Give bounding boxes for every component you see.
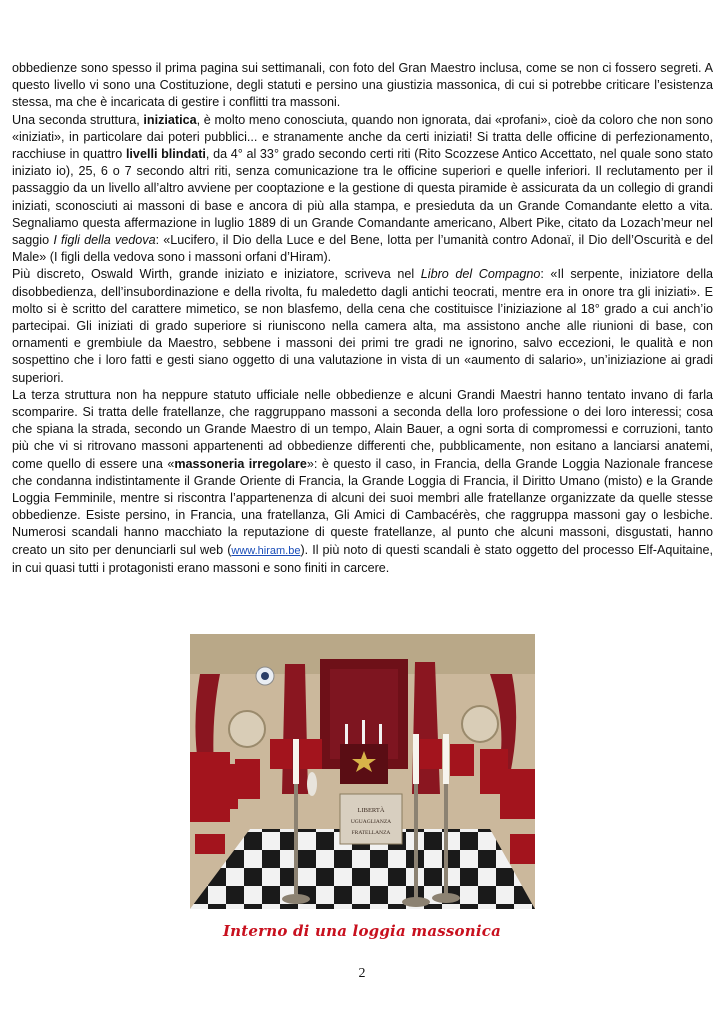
bold-term: livelli blindati (125, 147, 206, 162)
paragraph-text: obbedienze sono spesso il prima pagina sui settimanali, con foto del Gran Maestro inclusa, come se non ci fossero segreti. A questo livello vi sono una Costituzione, degli statuti e persino una giustizia massonica, di cui si potrebbe criticare l’esistenza stessa, ma che è incaricata di gestire i conflitti tra massoni. (12, 61, 713, 110)
paragraph-text: , è molto meno conosciuta, quando non ignorata, dai «profani», cioè da coloro che non sono «iniziati», in particolare dai poteri pubblici... e stranamente anche da certi iniziati! Si tratta delle officine di perfezionamento, racchiuse in quattro (12, 112, 713, 162)
paragraph-text: , da 4° al 33° grado secondo certi riti (Rito Scozzese Antico Accettato, nel quale sono stato iniziato io), 25, 6 o 7 secondo altri riti, senza comunicazione tra le officine superiori e quelle inferiori. Il reclutamento per il passaggio da un livello all’altro avviene per cooptazione e la gestione di questa piramide è assicurata da un collegio di grandi iniziati, sconosciuti ai massoni di base e ancora di più alla stampa, e presieduta da un Grande Comandante eletto a vita. Segnaliamo questa affermazione in luglio 1889 di un Grande Comandante americano, Albert Pike, citato da Lozach’meur nel saggio (12, 147, 713, 248)
page-number: 2 (358, 966, 366, 981)
bold-term: massoneria irregolare (174, 456, 307, 471)
paragraph-text: Più discreto, Oswald Wirth, grande iniziato e iniziatore, scriveva nel (12, 267, 421, 282)
paragraph-text: ). Il più noto di questi scandali è stato oggetto del processo Elf-Aquitaine, in cui quasi tutti i protagonisti erano massoni e sono finiti in carcere. (12, 542, 713, 575)
body-text (12, 60, 713, 577)
bold-term: iniziatica (143, 112, 197, 127)
paragraph-text: : «Il serpente, iniziatore della disobbedienza, dell’insubordinazione e della rivolta, fu maledetto dagli antichi teocrati, mentre era in onore tra gli iniziati». E molto si è scritto del carattere mimetico, se non blasfemo, della cena che costituisce l’iniziazione al 18° grado a cui anch’io partecipai. Gli iniziati di grado superiore si riuniscono nella camera alta, ma assistono anche alle riunioni di base, con ornamenti e grembiule da Maestro, sebbene i massoni dei primi tre gradi ne ignorino, salvo eccezioni, le qualità e non sospettino che i loro fatti e gesti siano oggetto di una valutazione in vista di un «aumento di salario», un’iniziazione ai gradi superiori. (12, 267, 713, 385)
book-title: I figli della vedova (53, 233, 156, 248)
svg-text:UGUAGLIANZA: UGUAGLIANZA (350, 819, 392, 825)
paragraph-1 (12, 60, 713, 112)
hiram-link[interactable]: www.hiram.be (231, 544, 301, 557)
paragraph-text: La terza struttura non ha neppure statuto ufficiale nelle obbedienze e alcuni Grandi Maestri hanno tentato invano di farla scomparire. Si tratta delle fratellanze, che raggruppano massoni a seconda della loro professione o dei loro interessi; cosa che spiana la strada, secondo un Grande Maestro di un tempo, Alain Bauer, a ogni sorta di compromessi e corruzioni, tanto più che vi si ritrovano massoni appartenenti ad obbedienze differenti che, pubblicamente, non esitano a lanciarsi anatemi, come quello di essere una « (12, 387, 713, 471)
paragraph-text: Una seconda struttura, (12, 112, 144, 127)
paragraph-3 (12, 266, 713, 386)
paragraph-2 (12, 112, 713, 267)
paragraph-text: »: è questo il caso, in Francia, della Grande Loggia Nazionale francese che condanna indistintamente il Grande Oriente di Francia, la Grande Loggia di Francia, il Diritto Umano (misto) e la Grande Loggia Femminile, mentre si riscontra l’appartenenza di alcuni dei suoi membri alle fratellanze organizzate da quelle stesse obbedienze. Esiste persino, in Francia, una fratellanza, Gli Amici di Cambacérès, che raggruppa massoni gay o lesbiche. Numerosi scandali hanno macchiato la reputazione di queste fratellanze, al punto che alcuni massoni, disgustati, hanno creato un sito per denunciarli sul web ( (12, 456, 713, 557)
photo-caption: Interno di una loggia massonica (222, 922, 502, 940)
paragraph-4 (12, 387, 713, 577)
svg-text:FRATELLANZA: FRATELLANZA (351, 830, 391, 836)
book-title: Libro del Compagno (420, 267, 541, 282)
lodge-photo (190, 634, 535, 909)
paragraph-text: : «Lucifero, il Dio della Luce e del Bene, lotta per l’umanità contro Adonaï, il Dio dell’Oscurità e del Male» (I figli della vedova sono i massoni orfani d’Hiram). (12, 233, 713, 265)
svg-text:LIBERTÀ: LIBERTÀ (357, 807, 385, 814)
